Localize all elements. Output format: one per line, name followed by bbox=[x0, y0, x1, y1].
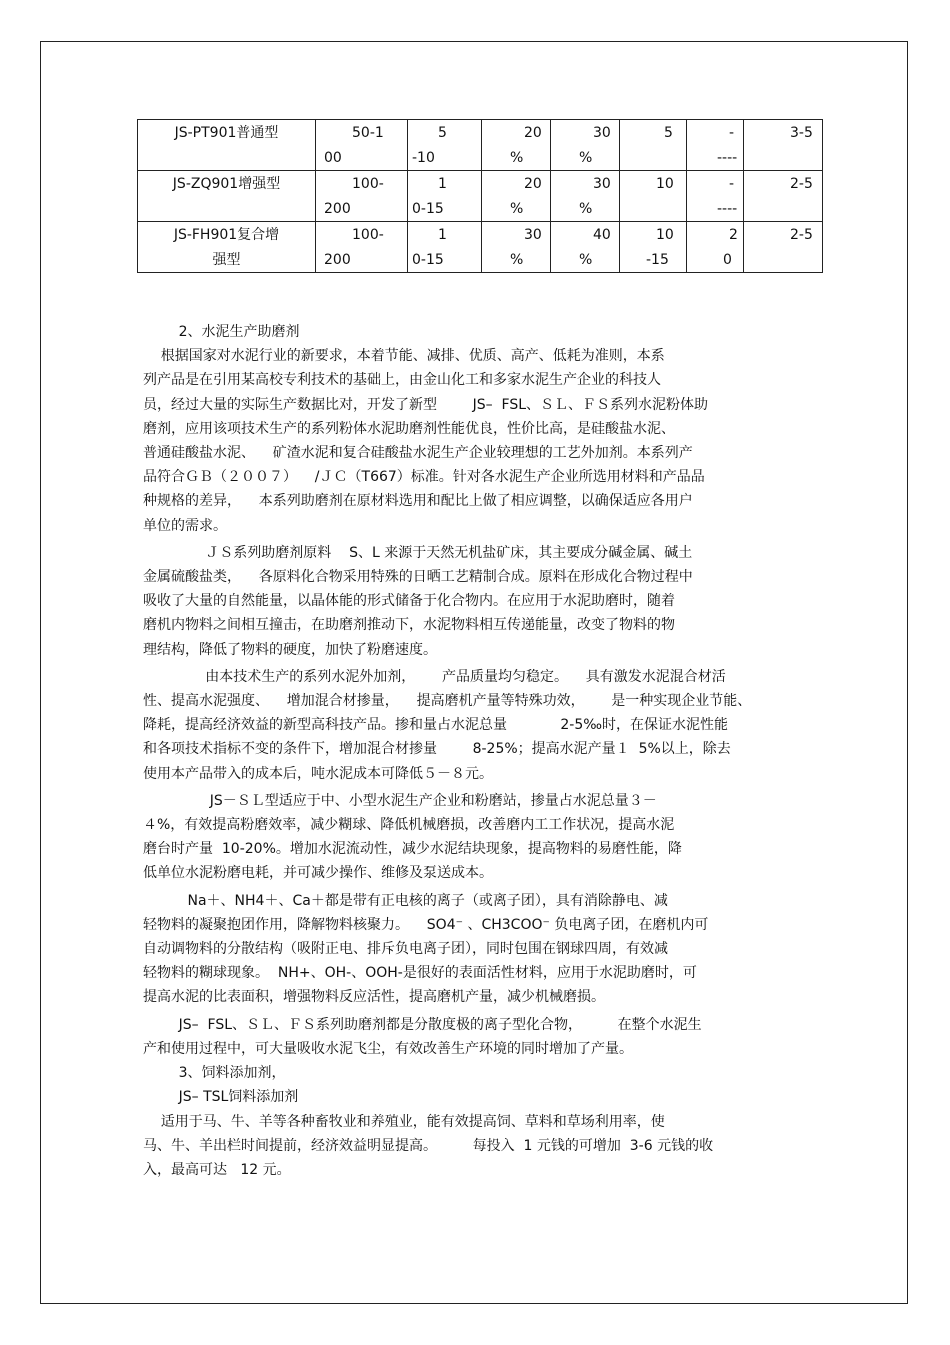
text-line: 轻物料的糊球现象。 NH+、OH-、OOH-是很好的表面活性材料，应用于水泥助磨时，可 bbox=[143, 965, 697, 982]
table-cell: % bbox=[510, 252, 524, 268]
table-cell: -10 bbox=[412, 150, 435, 166]
table-cell: 5 bbox=[438, 125, 447, 141]
text-line: 和各项技术指标不变的条件下，增加混合材掺量 8-25%；提高水泥产量１ 5%以上，除去 bbox=[143, 741, 731, 758]
table-cell: % bbox=[510, 150, 524, 166]
text-line: 适用于马、牛、羊等各种畜牧业和养殖业，能有效提高饲、草料和草场利用率，使 bbox=[143, 1113, 665, 1130]
table-cell: 2-5 bbox=[790, 227, 813, 243]
text-line: 3、饲料添加剂， bbox=[143, 1065, 286, 1082]
table-cell: ---- bbox=[717, 150, 738, 166]
text-line: 入，最高可达 12 元。 bbox=[143, 1161, 291, 1178]
table-cell: 00 bbox=[324, 150, 342, 166]
table-cell: 20 bbox=[524, 125, 542, 141]
table-cell: - bbox=[729, 176, 735, 192]
table-cell: 0-15 bbox=[412, 252, 444, 268]
text-line: 低单位水泥粉磨电耗，并可减少操作、维修及泵送成本。 bbox=[143, 865, 493, 882]
table-cell: 2 bbox=[729, 227, 738, 243]
product-name: JS-PT901普通型 bbox=[174, 125, 279, 141]
text-line: 轻物料的凝聚抱团作用，降解物料核聚力。 SO4⁻ 、CH3COO⁻ 负电离子团，在磨机内可 bbox=[143, 916, 709, 933]
table-row bbox=[138, 171, 823, 222]
table-cell: 2-5 bbox=[790, 176, 813, 192]
table-row bbox=[138, 120, 823, 171]
table-cell: % bbox=[579, 201, 593, 217]
table-cell: ---- bbox=[717, 201, 738, 217]
text-line: 磨机内物料之间相互撞击，在助磨剂推动下，水泥物料相互传递能量，改变了物料的物 bbox=[143, 617, 675, 634]
text-line: 磨台时产量 10-20%。增加水泥流动性，减少水泥结块现象，提高物料的易磨性能，降 bbox=[143, 841, 682, 858]
body-text bbox=[143, 320, 823, 1182]
table-cell: 200 bbox=[324, 201, 351, 217]
table-cell: 50-1 bbox=[352, 125, 384, 141]
table-row bbox=[138, 222, 823, 273]
table-cell: 1 bbox=[438, 227, 447, 243]
text-line: 理结构，降低了物料的硬度，加快了粉磨速度。 bbox=[143, 641, 437, 658]
table-cell: 200 bbox=[324, 252, 351, 268]
table-cell: % bbox=[579, 150, 593, 166]
text-line: 品符合ＧＢ（２００７） /ＪＣ（T667）标准。针对各水泥生产企业所选用材料和产品品 bbox=[143, 469, 705, 486]
text-line: ４%，有效提高粉磨效率，减少糊球、降低机械磨损，改善磨内工工作状况，提高水泥 bbox=[143, 817, 675, 834]
text-line: 提高水泥的比表面积，增强物料反应活性，提高磨机产量，减少机械磨损。 bbox=[143, 989, 605, 1006]
product-name: JS-FH901复合增 bbox=[173, 227, 280, 243]
table-cell: 3-5 bbox=[790, 125, 813, 141]
product-name: 强型 bbox=[212, 252, 241, 268]
text-line: ＪＳ系列助磨剂原料 S、L 来源于天然无机盐矿床，其主要成分碱金属、碱土 bbox=[143, 544, 693, 561]
table-cell: 1 bbox=[438, 176, 447, 192]
text-line: JS– TSL饲料添加剂 bbox=[143, 1089, 299, 1106]
text-line: 马、牛、羊出栏时间提前，经济效益明显提高。 每投入 1 元钱的可增加 3-6 元钱的收 bbox=[143, 1137, 714, 1154]
text-line: 吸收了大量的自然能量，以晶体能的形式储备于化合物内。在应用于水泥助磨时，随着 bbox=[143, 593, 675, 610]
table-cell: % bbox=[579, 252, 593, 268]
text-line: 性、提高水泥强度、 增加混合材掺量， 提高磨机产量等特殊功效， 是一种实现企业节能、 bbox=[143, 693, 752, 710]
table-cell: 30 bbox=[524, 227, 542, 243]
table-cell: 0 bbox=[723, 252, 732, 268]
text-line: 金属硫酸盐类， 各原料化合物采用特殊的日晒工艺精制合成。原料在形成化合物过程中 bbox=[143, 569, 693, 586]
table-cell: 30 bbox=[593, 125, 611, 141]
table-cell: 100- bbox=[352, 176, 384, 192]
table-cell: 20 bbox=[524, 176, 542, 192]
text-line: 使用本产品带入的成本后，吨水泥成本可降低５－８元。 bbox=[143, 765, 493, 782]
text-line: 降耗，提高经济效益的新型高科技产品。掺和量占水泥总量 2-5‰时，在保证水泥性能 bbox=[143, 717, 729, 734]
product-spec-table bbox=[137, 119, 823, 273]
text-line: 员，经过大量的实际生产数据比对，开发了新型 JS– FSL、ＳＬ、ＦＳ系列水泥粉体助 bbox=[143, 396, 709, 413]
text-line: Na＋、NH4＋、Ca＋都是带有正电核的离子（或离子团），具有消除静电、减 bbox=[143, 892, 668, 909]
text-line: 根据国家对水泥行业的新要求，本着节能、减排、优质、高产、低耗为准则，本系 bbox=[143, 348, 665, 365]
text-line: JS– FSL、ＳＬ、ＦＳ系列助磨剂都是分散度极的离子型化合物， 在整个水泥生 bbox=[143, 1016, 702, 1033]
text-line: 2、水泥生产助磨剂 bbox=[143, 324, 300, 340]
text-line: 列产品是在引用某高校专利技术的基础上，由金山化工和多家水泥生产企业的科技人 bbox=[143, 372, 661, 389]
text-line: 由本技术生产的系列水泥外加剂， 产品质量均匀稳定。 具有激发水泥混合材活 bbox=[143, 668, 726, 685]
table-cell: 10 bbox=[656, 227, 674, 243]
table-cell: 100- bbox=[352, 227, 384, 243]
table-cell: 10 bbox=[656, 176, 674, 192]
table-cell: - bbox=[729, 125, 735, 141]
table-cell: -15 bbox=[646, 252, 669, 268]
table-cell: 5 bbox=[664, 125, 673, 141]
product-name: JS-ZQ901增强型 bbox=[172, 176, 281, 192]
table-cell: 40 bbox=[593, 227, 611, 243]
text-line: JS－ＳＬ型适应于中、小型水泥生产企业和粉磨站，掺量占水泥总量３－ bbox=[143, 792, 657, 809]
text-line: 产和使用过程中，可大量吸收水泥飞尘，有效改善生产环境的同时增加了产量。 bbox=[143, 1040, 633, 1057]
text-line: 自动调物料的分散结构（吸附正电、排斥负电离子团），同时包围在钢球四周，有效减 bbox=[143, 941, 668, 958]
text-line: 单位的需求。 bbox=[143, 517, 227, 534]
text-line: 磨剂，应用该项技术生产的系列粉体水泥助磨剂性能优良，性价比高，是硅酸盐水泥、 bbox=[143, 420, 675, 437]
table-cell: 0-15 bbox=[412, 201, 444, 217]
table-cell: 30 bbox=[593, 176, 611, 192]
text-line: 种规格的差异， 本系列助磨剂在原材料选用和配比上做了相应调整，以确保适应各用户 bbox=[143, 493, 693, 510]
table-cell: % bbox=[510, 201, 524, 217]
text-line: 普通硅酸盐水泥、 矿渣水泥和复合硅酸盐水泥生产企业较理想的工艺外加剂。本系列产 bbox=[143, 445, 693, 462]
